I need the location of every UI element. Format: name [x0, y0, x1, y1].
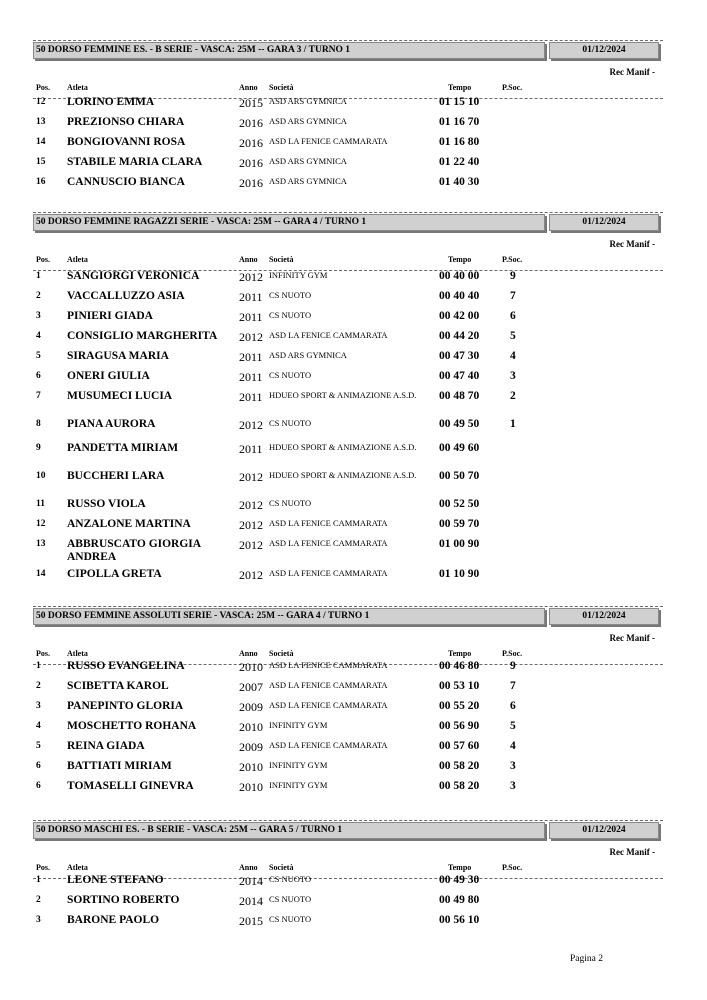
col-header-psoc: P.Soc.	[502, 863, 523, 872]
section-title: 50 DORSO FEMMINE ASSOLUTI SERIE - VASCA: 25M -- GARA 4 / TURNO 1	[33, 608, 545, 625]
divider	[33, 212, 663, 213]
divider	[33, 40, 663, 41]
birth-year: 2012	[239, 498, 263, 512]
row-position: 1	[36, 875, 41, 885]
team-points: 6	[510, 310, 516, 322]
birth-year: 2011	[239, 390, 263, 404]
race-time: 00 42 00	[439, 310, 480, 322]
row-position: 15	[36, 157, 46, 167]
row-position: 1	[36, 661, 41, 671]
race-time: 00 56 10	[439, 914, 480, 926]
row-position: 13	[36, 117, 46, 127]
col-header-societa: Società	[269, 649, 294, 658]
col-header-psoc: P.Soc.	[502, 83, 523, 92]
race-time: 00 57 60	[439, 740, 480, 752]
athlete-name: SANGIORGI VERONICA	[67, 270, 200, 282]
team-name: ASD ARS GYMNICA	[269, 156, 347, 166]
team-name: ASD ARS GYMNICA	[269, 116, 347, 126]
row-position: 12	[36, 97, 46, 107]
col-header-psoc: P.Soc.	[502, 255, 523, 264]
team-points: 4	[510, 740, 516, 752]
birth-year: 2014	[239, 894, 263, 908]
row-position: 6	[36, 761, 41, 771]
team-name: CS NUOTO	[269, 370, 312, 380]
race-time: 01 40 30	[439, 176, 480, 188]
birth-year: 2012	[239, 270, 263, 284]
row-position: 6	[36, 781, 41, 791]
athlete-name: SCIBETTA KAROL	[67, 680, 169, 692]
team-name: CS NUOTO	[269, 874, 312, 884]
race-time: 00 55 20	[439, 700, 480, 712]
athlete-name: CANNUSCIO BIANCA	[67, 176, 185, 188]
athlete-name: ANZALONE MARTINA	[67, 518, 191, 530]
birth-year: 2010	[239, 780, 263, 794]
row-position: 1	[36, 271, 41, 281]
birth-year: 2016	[239, 136, 263, 150]
athlete-name: RUSSO EVANGELINA	[67, 660, 185, 672]
team-name: INFINITY GYM	[269, 720, 328, 730]
race-time: 00 52 50	[439, 498, 480, 510]
athlete-name: BATTIATI MIRIAM	[67, 760, 172, 772]
row-position: 14	[36, 569, 46, 579]
team-name: INFINITY GYM	[269, 780, 328, 790]
col-header-psoc: P.Soc.	[502, 649, 523, 658]
row-position: 3	[36, 311, 41, 321]
team-name: ASD LA FENICE CAMMARATA	[269, 700, 388, 710]
team-name: ASD LA FENICE CAMMARATA	[269, 538, 388, 548]
row-position: 9	[36, 443, 41, 453]
race-time: 00 49 50	[439, 418, 480, 430]
birth-year: 2011	[239, 310, 263, 324]
team-points: 4	[510, 350, 516, 362]
birth-year: 2016	[239, 116, 263, 130]
section-date: 01/12/2024	[549, 608, 659, 625]
race-time: 00 47 40	[439, 370, 480, 382]
race-time: 00 49 60	[439, 442, 480, 454]
col-header-tempo: Tempo	[448, 649, 472, 658]
birth-year: 2015	[239, 914, 263, 928]
team-name: INFINITY GYM	[269, 270, 328, 280]
athlete-name: STABILE MARIA CLARA	[67, 156, 203, 168]
birth-year: 2007	[239, 680, 263, 694]
col-header-atleta: Atleta	[67, 255, 88, 264]
athlete-name: VACCALLUZZO ASIA	[67, 290, 185, 302]
team-name: HDUEO SPORT & ANIMAZIONE A.S.D.	[269, 470, 417, 480]
page-number: Pagina 2	[570, 954, 603, 964]
birth-year: 2012	[239, 538, 263, 552]
birth-year: 2011	[239, 442, 263, 456]
row-position: 5	[36, 351, 41, 361]
athlete-name: CONSIGLIO MARGHERITA	[67, 330, 218, 342]
athlete-name: PIANA AURORA	[67, 418, 156, 430]
team-name: HDUEO SPORT & ANIMAZIONE A.S.D.	[269, 442, 417, 452]
athlete-name: REINA GIADA	[67, 740, 145, 752]
section-title: 50 DORSO FEMMINE ES. - B SERIE - VASCA: 25M -- GARA 3 / TURNO 1	[33, 42, 545, 59]
row-position: 10	[36, 471, 46, 481]
row-position: 13	[36, 539, 46, 549]
col-header-pos: Pos.	[36, 863, 50, 872]
team-points: 1	[510, 418, 516, 430]
race-time: 01 00 90	[439, 538, 480, 550]
section-date: 01/12/2024	[549, 42, 659, 59]
section-date: 01/12/2024	[549, 822, 659, 839]
rec-manif-label: Rec Manif -	[609, 847, 655, 857]
row-position: 4	[36, 331, 41, 341]
birth-year: 2009	[239, 700, 263, 714]
team-name: ASD ARS GYMNICA	[269, 350, 347, 360]
race-time: 00 53 10	[439, 680, 480, 692]
race-time: 01 10 90	[439, 568, 480, 580]
athlete-name: ABBRUSCATO GIORGIA ANDREA	[67, 538, 201, 563]
athlete-name: PANEPINTO GLORIA	[67, 700, 184, 712]
birth-year: 2012	[239, 418, 263, 432]
race-time: 01 22 40	[439, 156, 480, 168]
col-header-anno: Anno	[239, 863, 258, 872]
birth-year: 2016	[239, 176, 263, 190]
col-header-anno: Anno	[239, 83, 258, 92]
row-position: 3	[36, 915, 41, 925]
athlete-name: PREZIONSO CHIARA	[67, 116, 185, 128]
race-time: 00 40 40	[439, 290, 480, 302]
row-position: 2	[36, 681, 41, 691]
athlete-name: MUSUMECI LUCIA	[67, 390, 173, 402]
birth-year: 2010	[239, 720, 263, 734]
birth-year: 2011	[239, 350, 263, 364]
section-title: 50 DORSO MASCHI ES. - B SERIE - VASCA: 25M -- GARA 5 / TURNO 1	[33, 822, 545, 839]
row-position: 11	[36, 499, 45, 509]
rec-manif-label: Rec Manif -	[609, 67, 655, 77]
team-name: ASD LA FENICE CAMMARATA	[269, 660, 388, 670]
col-header-societa: Società	[269, 255, 294, 264]
team-points: 5	[510, 330, 516, 342]
athlete-name: BONGIOVANNI ROSA	[67, 136, 186, 148]
athlete-name: PANDETTA MIRIAM	[67, 442, 179, 454]
team-points: 7	[510, 680, 516, 692]
race-time: 00 46 80	[439, 660, 480, 672]
athlete-name: PINIERI GIADA	[67, 310, 153, 322]
race-time: 01 15 10	[439, 96, 480, 108]
col-header-anno: Anno	[239, 649, 258, 658]
athlete-name: SORTINO ROBERTO	[67, 894, 180, 906]
athlete-name: LEONE STEFANO	[67, 874, 164, 886]
athlete-name: BUCCHERI LARA	[67, 470, 165, 482]
athlete-name: BARONE PAOLO	[67, 914, 160, 926]
col-header-atleta: Atleta	[67, 83, 88, 92]
row-position: 3	[36, 701, 41, 711]
birth-year: 2010	[239, 760, 263, 774]
athlete-name: MOSCHETTO ROHANA	[67, 720, 197, 732]
rec-manif-label: Rec Manif -	[609, 633, 655, 643]
col-header-pos: Pos.	[36, 255, 50, 264]
team-name: ASD ARS GYMNICA	[269, 96, 347, 106]
col-header-anno: Anno	[239, 255, 258, 264]
team-points: 9	[510, 270, 516, 282]
row-position: 12	[36, 519, 46, 529]
row-position: 4	[36, 721, 41, 731]
athlete-name: SIRAGUSA MARIA	[67, 350, 169, 362]
team-name: ASD LA FENICE CAMMARATA	[269, 136, 388, 146]
team-name: INFINITY GYM	[269, 760, 328, 770]
team-points: 3	[510, 780, 516, 792]
race-time: 00 49 30	[439, 874, 480, 886]
race-time: 00 56 90	[439, 720, 480, 732]
row-position: 7	[36, 391, 41, 401]
race-time: 00 47 30	[439, 350, 480, 362]
race-time: 00 50 70	[439, 470, 480, 482]
col-header-atleta: Atleta	[67, 863, 88, 872]
team-points: 6	[510, 700, 516, 712]
row-position: 2	[36, 291, 41, 301]
race-time: 00 40 00	[439, 270, 480, 282]
col-header-tempo: Tempo	[448, 83, 472, 92]
team-name: CS NUOTO	[269, 498, 312, 508]
team-name: CS NUOTO	[269, 914, 312, 924]
col-header-atleta: Atleta	[67, 649, 88, 658]
race-time: 00 59 70	[439, 518, 480, 530]
birth-year: 2015	[239, 96, 263, 110]
team-points: 2	[510, 390, 516, 402]
col-header-societa: Società	[269, 863, 294, 872]
athlete-name: RUSSO VIOLA	[67, 498, 146, 510]
divider	[33, 820, 663, 821]
col-header-tempo: Tempo	[448, 255, 472, 264]
race-time: 00 49 80	[439, 894, 480, 906]
birth-year: 2012	[239, 518, 263, 532]
race-time: 01 16 70	[439, 116, 480, 128]
birth-year: 2012	[239, 470, 263, 484]
birth-year: 2011	[239, 290, 263, 304]
birth-year: 2014	[239, 874, 263, 888]
row-position: 16	[36, 177, 46, 187]
team-name: CS NUOTO	[269, 894, 312, 904]
race-time: 01 16 80	[439, 136, 480, 148]
col-header-tempo: Tempo	[448, 863, 472, 872]
section-title: 50 DORSO FEMMINE RAGAZZI SERIE - VASCA: 25M -- GARA 4 / TURNO 1	[33, 214, 545, 231]
race-time: 00 58 20	[439, 760, 480, 772]
athlete-name: TOMASELLI GINEVRA	[67, 780, 194, 792]
team-points: 9	[510, 660, 516, 672]
team-name: ASD ARS GYMNICA	[269, 176, 347, 186]
team-name: ASD LA FENICE CAMMARATA	[269, 680, 388, 690]
race-time: 00 58 20	[439, 780, 480, 792]
athlete-name: ONERI GIULIA	[67, 370, 150, 382]
col-header-pos: Pos.	[36, 83, 50, 92]
team-name: ASD LA FENICE CAMMARATA	[269, 740, 388, 750]
divider	[33, 606, 663, 607]
team-points: 3	[510, 760, 516, 772]
team-name: CS NUOTO	[269, 290, 312, 300]
team-name: CS NUOTO	[269, 418, 312, 428]
team-name: ASD LA FENICE CAMMARATA	[269, 330, 388, 340]
birth-year: 2009	[239, 740, 263, 754]
section-date: 01/12/2024	[549, 214, 659, 231]
team-points: 5	[510, 720, 516, 732]
race-time: 00 44 20	[439, 330, 480, 342]
row-position: 2	[36, 895, 41, 905]
birth-year: 2012	[239, 568, 263, 582]
team-points: 3	[510, 370, 516, 382]
team-points: 7	[510, 290, 516, 302]
athlete-name: CIPOLLA GRETA	[67, 568, 162, 580]
row-position: 6	[36, 371, 41, 381]
team-name: ASD LA FENICE CAMMARATA	[269, 568, 388, 578]
row-position: 14	[36, 137, 46, 147]
birth-year: 2016	[239, 156, 263, 170]
col-header-pos: Pos.	[36, 649, 50, 658]
birth-year: 2010	[239, 660, 263, 674]
row-position: 8	[36, 419, 41, 429]
team-name: HDUEO SPORT & ANIMAZIONE A.S.D.	[269, 390, 417, 400]
row-position: 5	[36, 741, 41, 751]
team-name: ASD LA FENICE CAMMARATA	[269, 518, 388, 528]
birth-year: 2011	[239, 370, 263, 384]
athlete-name: LORINO EMMA	[67, 96, 155, 108]
team-name: CS NUOTO	[269, 310, 312, 320]
birth-year: 2012	[239, 330, 263, 344]
race-time: 00 48 70	[439, 390, 480, 402]
col-header-societa: Società	[269, 83, 294, 92]
rec-manif-label: Rec Manif -	[609, 239, 655, 249]
